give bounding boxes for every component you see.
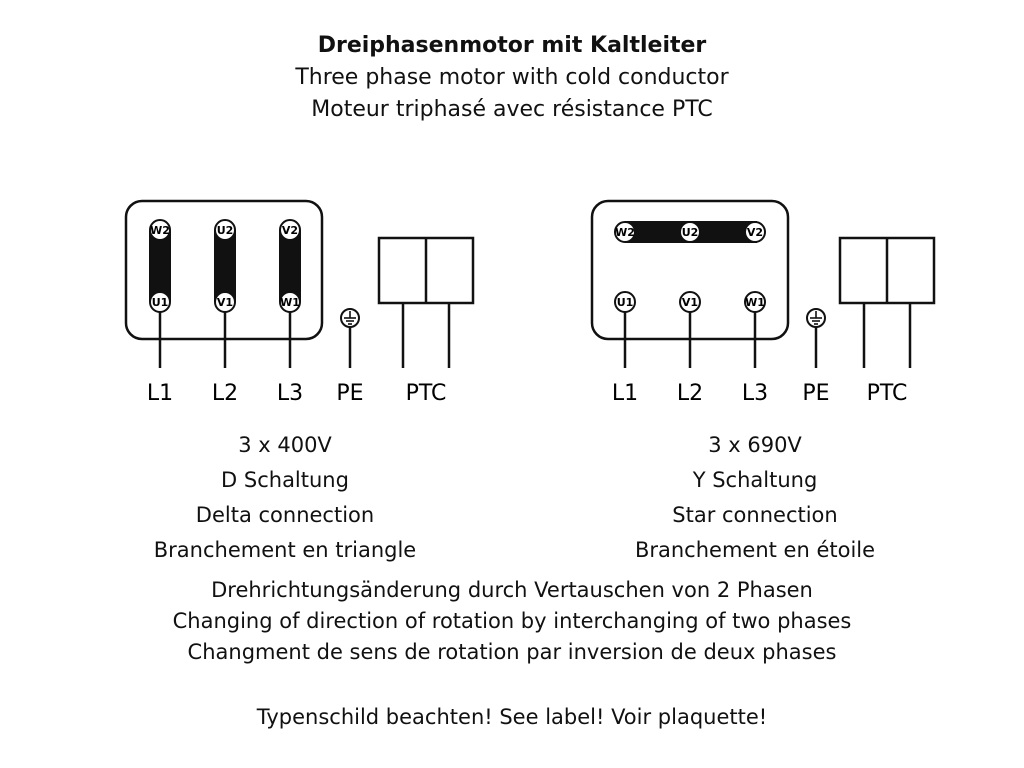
star-terminal-u2-label: U2 — [681, 226, 699, 239]
delta-label-l1: L1 — [146, 381, 174, 406]
delta-name-en: Delta connection — [195, 503, 375, 527]
star-terminal-v1 — [680, 292, 700, 312]
star-voltage: 3 x 690V — [708, 433, 802, 457]
star-terminal-u1-label: U1 — [616, 296, 634, 309]
star-terminal-w1-label: W1 — [745, 296, 765, 309]
star-terminal-w1 — [745, 292, 765, 312]
star-name-en: Star connection — [672, 503, 838, 527]
delta-terminal-u2-label: U2 — [216, 224, 234, 237]
star-label-ptc: PTC — [866, 381, 908, 406]
star-label-pe: PE — [802, 381, 830, 406]
star-caption — [585, 428, 925, 568]
note-french: Changment de sens de rotation par inversion de deux phases — [187, 640, 837, 664]
title-german: Dreiphasenmotor mit Kaltleiter — [317, 33, 707, 58]
star-terminal-w2 — [615, 222, 635, 242]
star-terminal-w2-label: W2 — [615, 226, 635, 239]
note-german: Drehrichtungsänderung durch Vertauschen von 2 Phasen — [211, 578, 813, 602]
star-name-fr: Branchement en étoile — [634, 538, 876, 562]
star-terminal-v2 — [745, 222, 765, 242]
delta-terminal-u1-label: U1 — [151, 296, 169, 309]
delta-terminal-v1 — [215, 292, 235, 312]
rotation-notes — [0, 575, 1024, 668]
delta-terminal-u2 — [215, 220, 235, 240]
delta-label-l2: L2 — [211, 381, 239, 406]
delta-terminal-v2 — [280, 220, 300, 240]
delta-terminal-u1 — [150, 292, 170, 312]
star-label-l1: L1 — [611, 381, 639, 406]
delta-terminal-w2 — [150, 220, 170, 240]
delta-name-fr: Branchement en triangle — [153, 538, 417, 562]
delta-ground-icon — [341, 309, 359, 327]
delta-terminal-v2-label: V2 — [281, 224, 299, 237]
label-note: Typenschild beachten! See label! Voir plaquette! — [256, 705, 768, 729]
star-diagram — [592, 201, 934, 406]
star-name-de: Y Schaltung — [692, 468, 818, 492]
delta-label-pe: PE — [336, 381, 364, 406]
delta-terminal-w2-label: W2 — [150, 224, 170, 237]
delta-caption — [115, 428, 455, 568]
star-terminal-v1-label: V1 — [681, 296, 699, 309]
delta-name-de: D Schaltung — [221, 468, 349, 492]
star-terminal-u2 — [680, 222, 700, 242]
star-terminal-v2-label: V2 — [746, 226, 764, 239]
delta-terminal-w1 — [280, 292, 300, 312]
delta-label-l3: L3 — [276, 381, 304, 406]
star-terminal-u1 — [615, 292, 635, 312]
star-ground-icon — [807, 309, 825, 327]
title-english: Three phase motor with cold conductor — [295, 65, 729, 90]
delta-terminal-w1-label: W1 — [280, 296, 300, 309]
note-english: Changing of direction of rotation by interchanging of two phases — [172, 609, 852, 633]
delta-terminal-v1-label: V1 — [216, 296, 234, 309]
delta-diagram — [126, 201, 473, 406]
star-label-l3: L3 — [741, 381, 769, 406]
delta-voltage: 3 x 400V — [238, 433, 332, 457]
title-french: Moteur triphasé avec résistance PTC — [311, 97, 713, 122]
star-label-l2: L2 — [676, 381, 704, 406]
delta-label-ptc: PTC — [405, 381, 447, 406]
